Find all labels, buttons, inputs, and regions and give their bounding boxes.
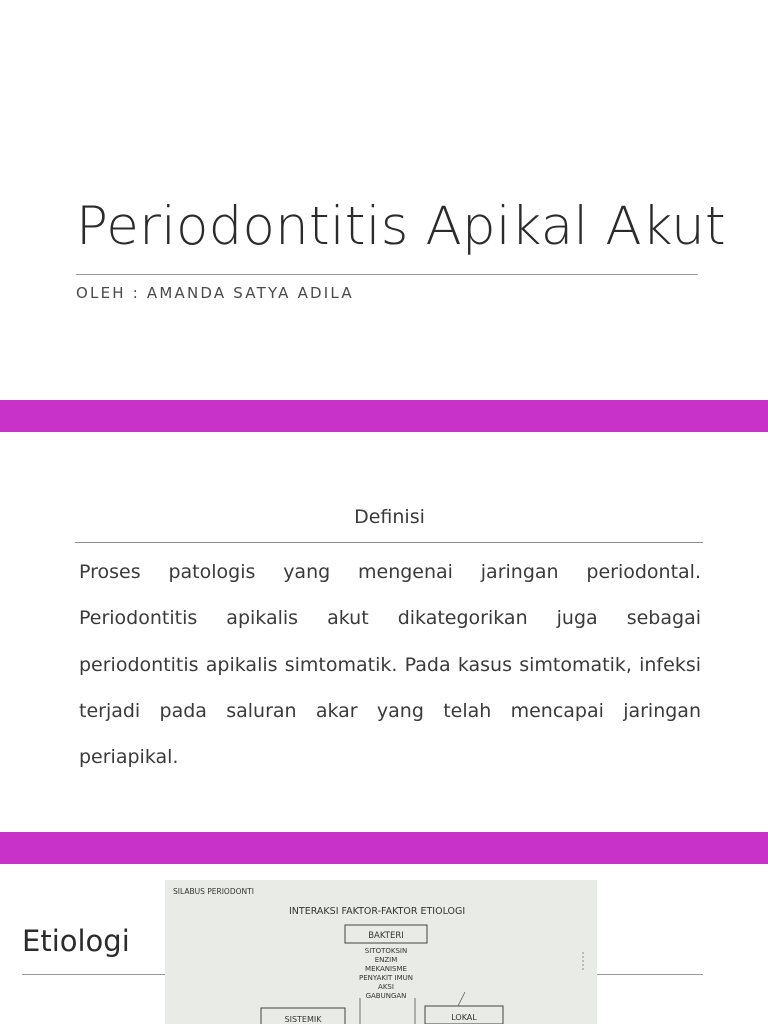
etiology-divider-right <box>597 974 703 975</box>
mechanism-5: AKSI <box>378 983 394 991</box>
mechanism-6: GABUNGAN <box>365 992 407 1000</box>
mechanism-1: SITOTOKSIN <box>364 947 408 955</box>
definition-body: Proses patologis yang mengenai jaringan periodontal. Periodontitis apikalis akut dikategorikan juga sebagai periodontitis apikalis simtomatik. Pada kasus simtomatik, infeksi terjadi pada saluran akar yang telah mencapai jaringan periapikal. <box>79 561 701 769</box>
title-divider <box>76 274 698 275</box>
lokal-label: LOKAL <box>451 1013 477 1022</box>
slide-separator <box>0 832 768 864</box>
definition-slide <box>0 432 768 832</box>
scan-header: SILABUS PERIODONTI <box>173 887 254 896</box>
bakteri-label: BAKTERI <box>368 931 404 941</box>
definition-heading: Definisi <box>354 506 425 528</box>
definition-divider <box>75 542 703 543</box>
mechanism-2: ENZIM <box>374 956 398 964</box>
slide-separator <box>0 400 768 432</box>
diagram-title: INTERAKSI FAKTOR-FAKTOR ETIOLOGI <box>289 906 466 917</box>
author-line: OLEH : AMANDA SATYA ADILA <box>76 284 354 302</box>
etiology-diagram-scan <box>165 880 597 1024</box>
title-slide <box>0 0 768 400</box>
etiology-title: Etiologi <box>22 924 130 958</box>
etiology-slide <box>0 864 768 1024</box>
etiology-divider-left <box>22 974 165 975</box>
mechanism-4: PENYAKIT IMUN <box>358 974 414 982</box>
mechanism-3: MEKANISME <box>365 965 407 973</box>
slide-title: Periodontitis Apikal Akut <box>76 196 726 257</box>
sistemik-label: SISTEMIK <box>284 1015 322 1024</box>
